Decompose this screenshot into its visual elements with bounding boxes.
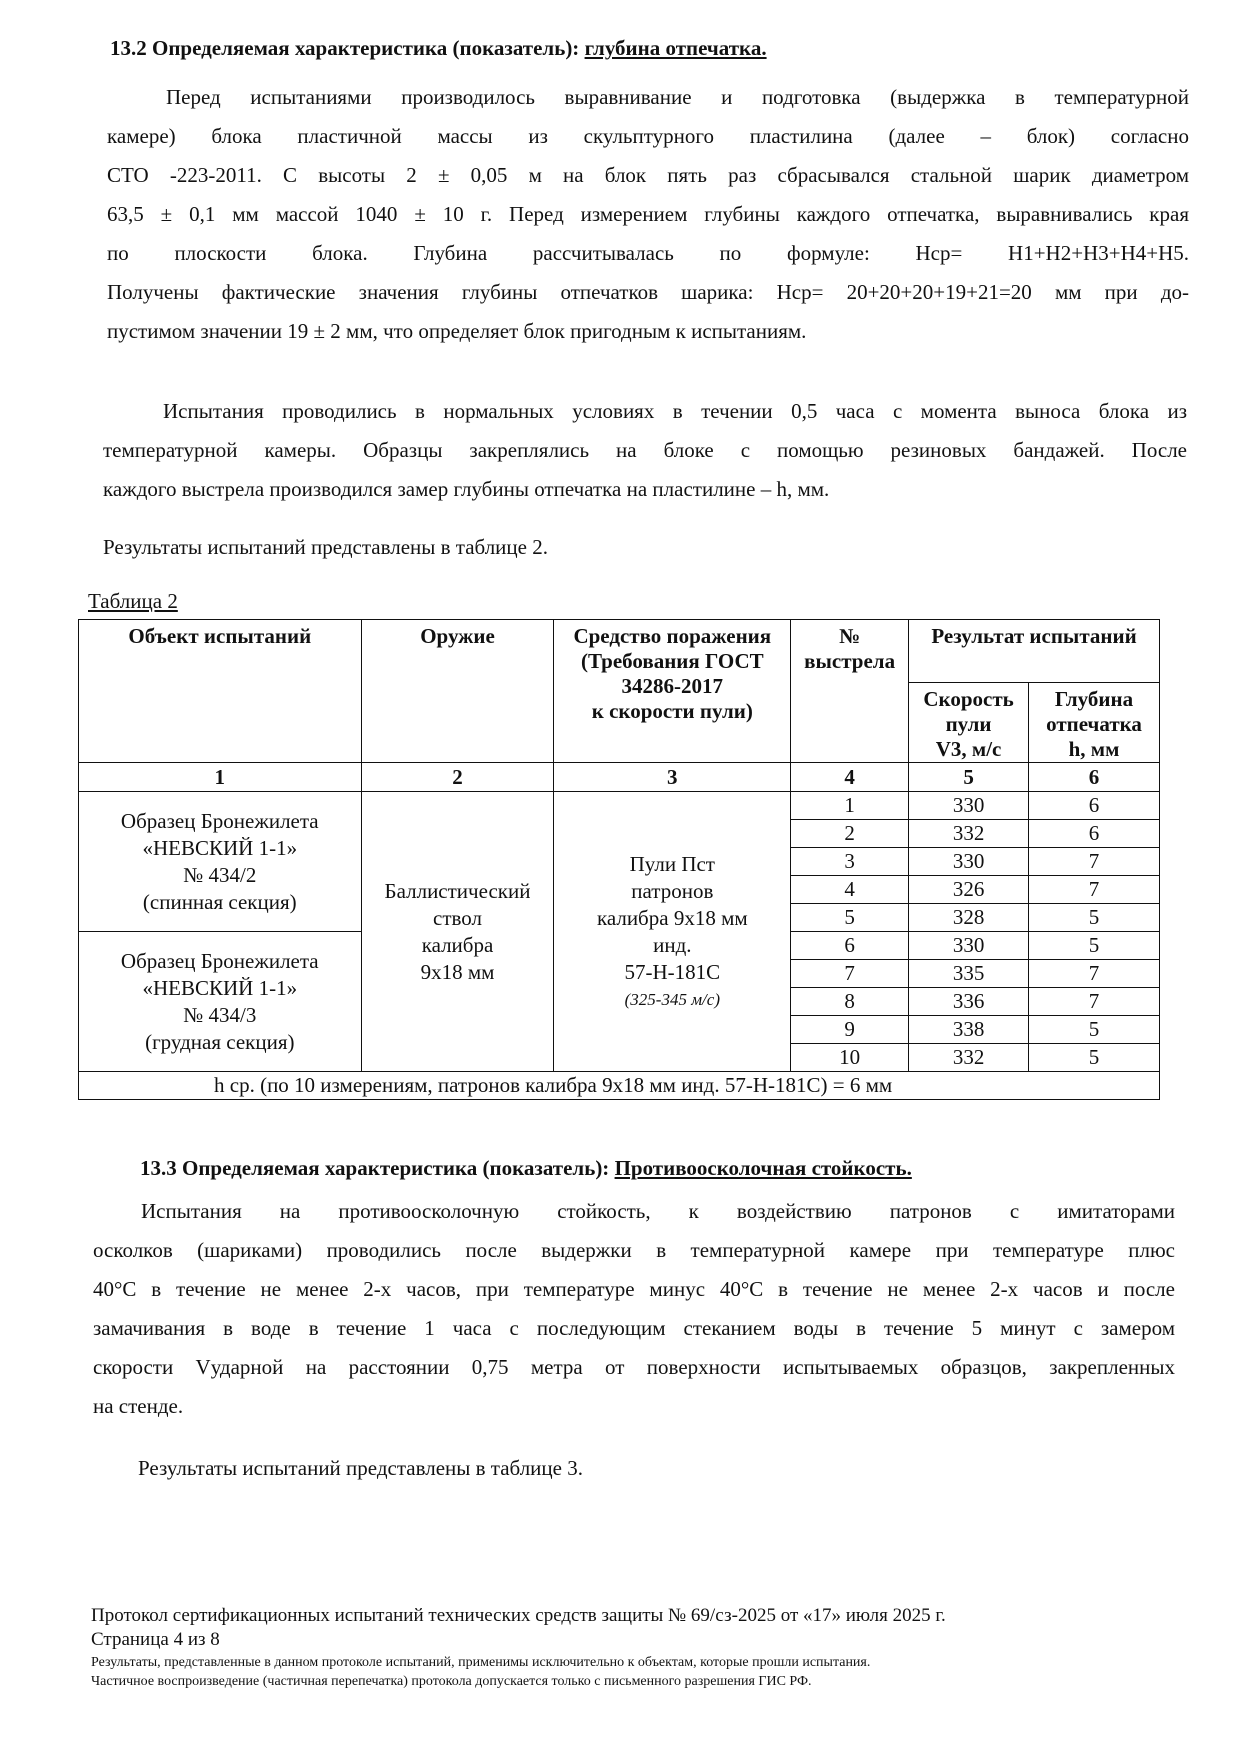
section-label: Определяемая характеристика (показатель):	[182, 1156, 610, 1180]
paragraph-line: скорости Vударной на расстоянии 0,75 метра от поверхности испытываемых образцов, закрепленных	[93, 1355, 1175, 1379]
table2-reference: Результаты испытаний представлены в таблице 2.	[103, 535, 548, 559]
header-depth-line: h, мм	[1068, 737, 1120, 761]
means-line: Пули Пст	[629, 851, 715, 876]
column-number: 4	[791, 763, 909, 792]
header-shot-no: № выстрела	[791, 620, 909, 763]
header-means-line: (Требования ГОСТ 34286-2017	[580, 649, 764, 698]
footer-page: Страница 4 из 8	[91, 1629, 220, 1650]
column-number-row	[79, 763, 1160, 792]
shot-no-cell: 2	[791, 820, 909, 848]
header-result: Результат испытаний	[909, 620, 1160, 683]
depth-cell: 5	[1029, 904, 1160, 932]
shot-no-cell: 7	[791, 960, 909, 988]
depth-cell: 6	[1029, 820, 1160, 848]
paragraph-line: на стенде.	[93, 1394, 184, 1418]
footer-note-2: Частичное воспроизведение (частичная перепечатка) протокола допускается только с письменного разрешения ГИС РФ.	[91, 1674, 812, 1689]
header-means-line: Средство поражения	[573, 624, 772, 648]
conditions-paragraph	[103, 392, 1187, 509]
shot-no-cell: 3	[791, 848, 909, 876]
section-13-3-paragraph	[93, 1192, 1175, 1426]
header-object: Объект испытаний	[79, 620, 362, 763]
table-summary-row	[79, 1072, 1160, 1100]
means-line: патронов	[631, 878, 714, 903]
object-line: Образец Бронежилета	[120, 808, 319, 833]
header-speed	[909, 683, 1029, 763]
paragraph-line: Испытания на противоосколочную стойкость, к воздействию патронов с имитаторами	[141, 1199, 1175, 1223]
section-value: глубина отпечатка.	[584, 36, 767, 60]
shot-no-cell: 9	[791, 1016, 909, 1044]
paragraph-line: температурной камеры. Образцы закреплялись на блоке с помощью резиновых бандажей. После	[103, 438, 1187, 462]
speed-cell: 330	[909, 932, 1029, 960]
paragraph-line: пустимом значении 19 ± 2 мм, что определяет блок пригодным к испытаниям.	[107, 319, 807, 343]
table3-reference: Результаты испытаний представлены в таблице 3.	[138, 1456, 583, 1480]
table-header-row	[79, 620, 1160, 683]
speed-cell: 330	[909, 848, 1029, 876]
means-cell	[554, 792, 791, 1072]
header-means	[554, 620, 791, 763]
header-weapon: Оружие	[361, 620, 554, 763]
paragraph-line: Получены фактические значения глубины отпечатков шарика: Hср= 20+20+20+19+21=20 мм при до-	[107, 280, 1189, 304]
depth-cell: 5	[1029, 1044, 1160, 1072]
means-line: калибра 9х18 мм	[596, 905, 748, 930]
depth-cell: 5	[1029, 1016, 1160, 1044]
shot-no-cell: 6	[791, 932, 909, 960]
paragraph-line: СТО -223-2011. С высоты 2 ± 0,05 м на блок пять раз сбрасывался стальной шарик диаметром	[107, 163, 1189, 187]
column-number: 3	[554, 763, 791, 792]
speed-cell: 328	[909, 904, 1029, 932]
depth-cell: 5	[1029, 932, 1160, 960]
weapon-line: Баллистический	[384, 878, 531, 903]
paragraph-line: Перед испытаниями производилось выравнивание и подготовка (выдержка в температурной	[166, 85, 1189, 109]
speed-cell: 332	[909, 1044, 1029, 1072]
results-table-2	[78, 619, 1160, 1100]
column-number: 6	[1029, 763, 1160, 792]
object-line: Образец Бронежилета	[120, 948, 319, 973]
speed-cell: 330	[909, 792, 1029, 820]
column-number: 1	[79, 763, 362, 792]
header-depth-line: Глубина отпечатка	[1046, 687, 1142, 736]
shot-no-cell: 8	[791, 988, 909, 1016]
header-speed-line: Скорость пули	[923, 687, 1014, 736]
header-speed-line: V3, м/с	[935, 737, 1002, 761]
weapon-line: 9х18 мм	[420, 959, 495, 984]
column-number: 5	[909, 763, 1029, 792]
depth-cell: 6	[1029, 792, 1160, 820]
speed-cell: 332	[909, 820, 1029, 848]
speed-cell: 336	[909, 988, 1029, 1016]
means-line: инд.	[653, 932, 692, 957]
section-13-2-paragraph	[107, 78, 1189, 351]
section-number: 13.2	[110, 36, 147, 60]
summary-cell: h ср. (по 10 измерениям, патронов калибра 9х18 мм инд. 57-Н-181С) = 6 мм	[79, 1072, 1160, 1100]
paragraph-line: осколков (шариками) проводились после выдержки в температурной камере при температуре плюс	[93, 1238, 1175, 1262]
object-line: (спинная секция)	[142, 889, 297, 914]
means-line: 57-Н-181С	[624, 959, 721, 984]
means-speed-range: (325-345 м/с)	[624, 989, 720, 1009]
depth-cell: 7	[1029, 876, 1160, 904]
paragraph-line: 63,5 ± 0,1 мм массой 1040 ± 10 г. Перед измерением глубины каждого отпечатка, выравнивались края	[107, 202, 1189, 226]
depth-cell: 7	[1029, 960, 1160, 988]
paragraph-line: 40°С в течение не менее 2-х часов, при температуре минус 40°С в течение не менее 2-х часов и после	[93, 1277, 1175, 1301]
header-means-line: к скорости пули)	[591, 699, 753, 723]
table-row	[79, 792, 1160, 820]
depth-cell: 7	[1029, 988, 1160, 1016]
paragraph-line: Испытания проводились в нормальных условиях в течении 0,5 часа с момента выноса блока из	[163, 399, 1187, 423]
footer-note-1: Результаты, представленные в данном протоколе испытаний, применимы исключительно к объектам, которые прошли испытания.	[91, 1655, 871, 1670]
weapon-line: калибра	[421, 932, 494, 957]
header-depth	[1029, 683, 1160, 763]
speed-cell: 338	[909, 1016, 1029, 1044]
paragraph-line: каждого выстрела производился замер глубины отпечатка на пластилине – h, мм.	[103, 477, 830, 501]
column-number: 2	[361, 763, 554, 792]
section-label: Определяемая характеристика (показатель):	[152, 36, 580, 60]
object-line: № 434/3	[183, 1002, 257, 1027]
section-13-2-heading	[110, 36, 767, 61]
weapon-cell	[361, 792, 554, 1072]
speed-cell: 335	[909, 960, 1029, 988]
paragraph-line: камере) блока пластичной массы из скульптурного пластилина (далее – блок) согласно	[107, 124, 1189, 148]
depth-cell: 7	[1029, 848, 1160, 876]
section-13-3-heading	[140, 1156, 912, 1181]
paragraph-line: замачивания в воде в течение 1 часа с последующим стеканием воды в течение 5 минут с замером	[93, 1316, 1175, 1340]
table2-caption: Таблица 2	[88, 589, 178, 613]
speed-cell: 326	[909, 876, 1029, 904]
shot-no-cell: 4	[791, 876, 909, 904]
object-line: «НЕВСКИЙ 1-1»	[142, 835, 298, 860]
object-line: «НЕВСКИЙ 1-1»	[142, 975, 298, 1000]
shot-no-cell: 5	[791, 904, 909, 932]
object-cell-2	[79, 932, 362, 1072]
shot-no-cell: 1	[791, 792, 909, 820]
weapon-line: ствол	[433, 905, 482, 930]
section-number: 13.3	[140, 1156, 177, 1180]
shot-no-cell: 10	[791, 1044, 909, 1072]
object-cell-1	[79, 792, 362, 932]
section-value: Противоосколочная стойкость.	[614, 1156, 912, 1180]
object-line: № 434/2	[183, 862, 257, 887]
footer-protocol: Протокол сертификационных испытаний технических средств защиты № 69/сз-2025 от «17» июля 2025 г.	[91, 1605, 946, 1626]
paragraph-line: по плоскости блока. Глубина рассчитывалась по формуле: Hср= H1+H2+H3+H4+H5.	[107, 241, 1189, 265]
object-line: (грудная секция)	[145, 1029, 295, 1054]
